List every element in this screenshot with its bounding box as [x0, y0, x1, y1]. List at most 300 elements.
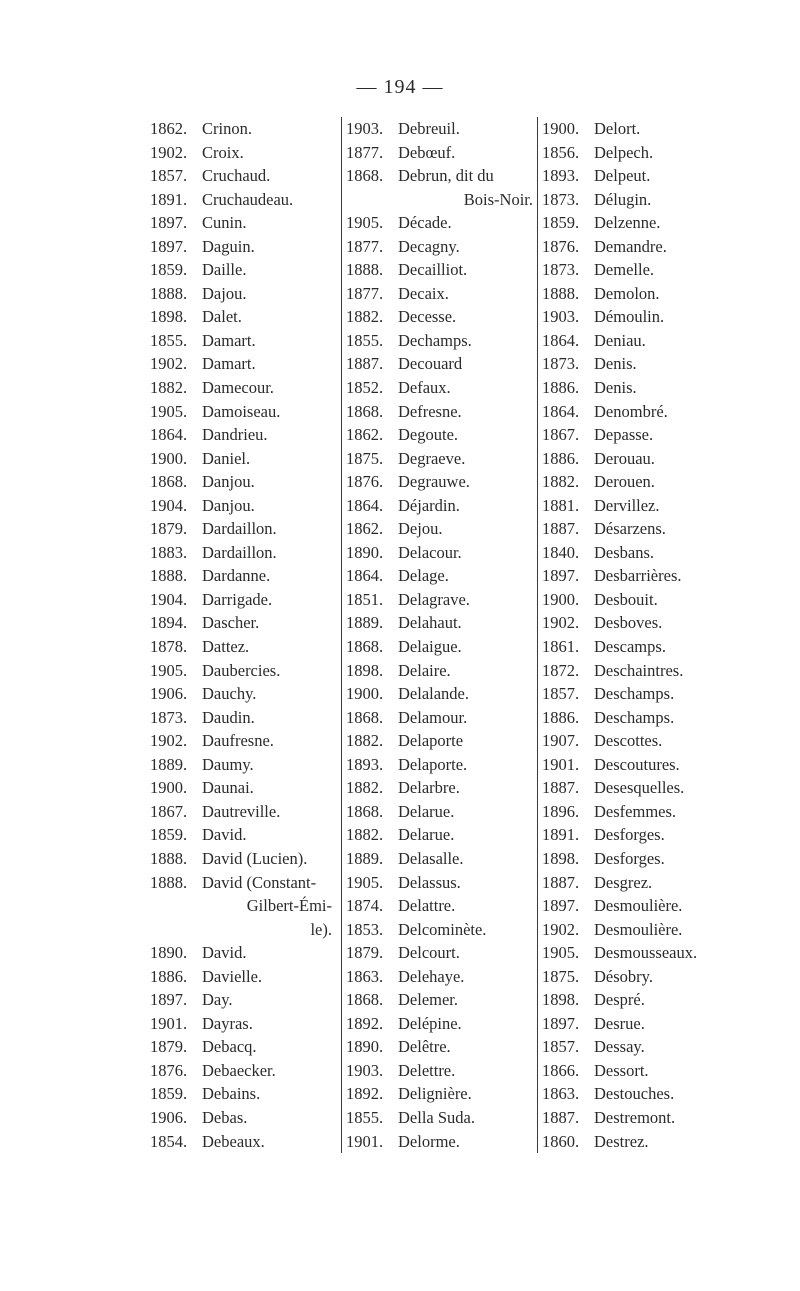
entry-year: 1887.: [542, 778, 580, 798]
entry-year: 1882.: [346, 307, 384, 327]
entry-name: [202, 141, 340, 165]
entry-year: 1864.: [542, 401, 580, 421]
list-entry: [346, 117, 541, 141]
entry-name-line: Daubercies.: [202, 660, 281, 680]
list-entry: [542, 1082, 742, 1106]
entry-year: 1862.: [346, 425, 384, 445]
entry-year: 1905.: [150, 401, 188, 421]
entry-year: 1900.: [150, 778, 188, 798]
entry-name-line: Delage.: [398, 566, 449, 586]
entry-name-line: Décade.: [398, 213, 452, 233]
list-entry: [542, 305, 742, 329]
entry-name-line: Déjardin.: [398, 495, 460, 515]
entry-year: 1863.: [542, 1084, 580, 1104]
list-entry: [346, 400, 541, 424]
entry-name: [594, 305, 742, 329]
list-entry: [346, 800, 541, 824]
entry-name-line: Delignière.: [398, 1084, 472, 1104]
list-entry: [150, 1082, 340, 1106]
entry-year: 1888.: [150, 872, 188, 892]
entry-name-line: Desmousseaux.: [594, 943, 698, 963]
entry-year: 1897.: [542, 896, 580, 916]
entry-name: [594, 1059, 742, 1083]
entry-year: 1893.: [346, 754, 384, 774]
entry-name-line: Decaix.: [398, 283, 449, 303]
entry-year: 1876.: [542, 236, 580, 256]
list-entry: [346, 729, 541, 753]
entry-year: 1868.: [346, 707, 384, 727]
list-entry: [542, 871, 742, 895]
entry-year: 1903.: [346, 119, 384, 138]
entry-name: [398, 894, 541, 918]
entry-name-line: Desmoulière.: [594, 919, 683, 939]
entry-name: [594, 1130, 742, 1154]
list-entry: [346, 541, 541, 565]
list-entry: [346, 282, 541, 306]
entry-year: 1888.: [150, 848, 188, 868]
entry-name-line: Delzenne.: [594, 213, 661, 233]
entry-name: [202, 941, 340, 965]
list-entry: [542, 117, 742, 141]
entry-year: 1902.: [542, 613, 580, 633]
entry-year: 1873.: [542, 189, 580, 209]
list-entry: [346, 988, 541, 1012]
entry-name: [594, 823, 742, 847]
list-entry: [346, 941, 541, 965]
entry-name-line: Delamour.: [398, 707, 468, 727]
entry-name-line: Deniau.: [594, 330, 646, 350]
entry-name-line: Debreuil.: [398, 119, 460, 138]
entry-name-line: Démoulin.: [594, 307, 665, 327]
entry-year: 1891.: [542, 825, 580, 845]
list-entry: [150, 776, 340, 800]
entry-year: 1855.: [150, 330, 188, 350]
entry-year: 1905.: [346, 213, 384, 233]
entry-name: [202, 659, 340, 683]
entry-name-line: Delaire.: [398, 660, 451, 680]
entry-year: 1890.: [150, 943, 188, 963]
list-entry: [542, 235, 742, 259]
entry-name-line: Daufresne.: [202, 731, 274, 751]
list-entry: [346, 376, 541, 400]
entry-name: [594, 400, 742, 424]
entry-year: 1864.: [542, 330, 580, 350]
entry-name-line: Debas.: [202, 1107, 248, 1127]
entry-year: 1903.: [542, 307, 580, 327]
entry-name-line: Daumy.: [202, 754, 254, 774]
column-2: [341, 117, 541, 1153]
entry-name-line: David.: [202, 943, 247, 963]
entry-year: 1900.: [150, 448, 188, 468]
entry-year: 1860.: [542, 1131, 580, 1151]
list-entry: [346, 871, 541, 895]
entry-name: [398, 235, 541, 259]
list-entry: [346, 823, 541, 847]
list-entry: [150, 352, 340, 376]
entry-year: 1883.: [150, 542, 188, 562]
list-entry: [150, 517, 340, 541]
entry-year: 1901.: [346, 1131, 384, 1151]
entry-year: 1882.: [346, 825, 384, 845]
entry-name: [202, 423, 340, 447]
list-entry: [150, 871, 340, 942]
list-entry: [346, 635, 541, 659]
list-entry: [542, 211, 742, 235]
list-entry: [150, 729, 340, 753]
list-entry: [542, 941, 742, 965]
entry-year: 1881.: [542, 495, 580, 515]
entry-name: [594, 847, 742, 871]
entry-name-line: Dandrieu.: [202, 425, 268, 445]
list-entry: [542, 494, 742, 518]
entry-year: 1852.: [346, 378, 384, 398]
entry-name: [594, 329, 742, 353]
list-entry: [542, 564, 742, 588]
entry-name: [398, 1035, 541, 1059]
entry-year: 1897.: [150, 236, 188, 256]
entry-name-line: Delagrave.: [398, 589, 470, 609]
list-entry: [542, 611, 742, 635]
entry-name-line: Dardaillon.: [202, 542, 277, 562]
entry-year: 1873.: [542, 354, 580, 374]
entry-name: [594, 800, 742, 824]
entry-name-line: Delaporte: [398, 731, 464, 751]
entry-year: 1886.: [150, 966, 188, 986]
entry-name-line: Deschaintres.: [594, 660, 684, 680]
entry-year: 1859.: [150, 825, 188, 845]
entry-year: 1874.: [346, 896, 384, 916]
list-entry: [542, 376, 742, 400]
list-entry: [346, 447, 541, 471]
list-entry: [150, 659, 340, 683]
entry-name: [202, 965, 340, 989]
entry-name: [398, 564, 541, 588]
entry-name-line: Daunai.: [202, 778, 254, 798]
entry-name-line: Deschamps.: [594, 684, 675, 704]
entry-name-line: Cunin.: [202, 213, 247, 233]
entry-name-line: Desmoulière.: [594, 896, 683, 916]
entry-year: 1886.: [542, 707, 580, 727]
entry-name-line: Daniel.: [202, 448, 251, 468]
list-entry: [542, 470, 742, 494]
entry-name: [594, 776, 742, 800]
list-entry: [542, 635, 742, 659]
entry-name-line: Danjou.: [202, 495, 255, 515]
entry-name: [398, 1012, 541, 1036]
entry-name: [202, 258, 340, 282]
entry-name: [398, 494, 541, 518]
entry-name-line: Crinon.: [202, 119, 252, 138]
entry-name-line: Delcourt.: [398, 943, 460, 963]
entry-name: [398, 376, 541, 400]
list-entry: [542, 776, 742, 800]
entry-name: [202, 988, 340, 1012]
entry-year: 1868.: [346, 990, 384, 1010]
entry-year: 1907.: [542, 731, 580, 751]
entry-name-line: Denis.: [594, 354, 637, 374]
entry-year: 1879.: [150, 519, 188, 539]
entry-year: 1903.: [346, 1060, 384, 1080]
entry-year: 1897.: [150, 213, 188, 233]
list-entry: [542, 894, 742, 918]
entry-year: 1890.: [346, 1037, 384, 1057]
entry-name: [398, 117, 541, 141]
entry-name-line: Dardanne.: [202, 566, 271, 586]
entry-year: 1864.: [150, 425, 188, 445]
entry-year: 1902.: [150, 731, 188, 751]
entry-name: [398, 847, 541, 871]
list-entry: [150, 329, 340, 353]
entry-name: [594, 517, 742, 541]
entry-name-line: Day.: [202, 990, 233, 1010]
entry-name-line: Dardaillon.: [202, 519, 277, 539]
entry-name-line: David (Constant-: [202, 872, 317, 892]
entry-year: 1864.: [346, 495, 384, 515]
entry-name-line: Desforges.: [594, 825, 665, 845]
entry-name-line: Defaux.: [398, 378, 451, 398]
entry-name-line: Delpech.: [594, 142, 654, 162]
entry-year: 1853.: [346, 919, 384, 939]
entry-name-line: Delattre.: [398, 896, 456, 916]
entry-name-line: Damart.: [202, 354, 256, 374]
entry-name-line: Debaecker.: [202, 1060, 276, 1080]
entry-name: [398, 941, 541, 965]
entry-name: [398, 823, 541, 847]
entry-year: 1879.: [150, 1037, 188, 1057]
entry-name-line: Depasse.: [594, 425, 654, 445]
entry-year: 1855.: [346, 1107, 384, 1127]
entry-name-line: Decouard: [398, 354, 463, 374]
list-entry: [542, 282, 742, 306]
entry-name-line: Daudin.: [202, 707, 255, 727]
entry-name: [202, 800, 340, 824]
entry-year: 1904.: [150, 589, 188, 609]
entry-name-continuation: le).: [310, 919, 332, 939]
entry-year: 1876.: [346, 472, 384, 492]
entry-name: [202, 117, 340, 141]
entry-year: 1877.: [346, 283, 384, 303]
list-entry: [150, 965, 340, 989]
entry-name-line: Delalande.: [398, 684, 470, 704]
entry-year: 1862.: [150, 119, 188, 138]
entry-name: [594, 635, 742, 659]
entry-year: 1902.: [542, 919, 580, 939]
entry-name: [202, 706, 340, 730]
entry-year: 1868.: [346, 401, 384, 421]
entry-name: [594, 117, 742, 141]
entry-year: 1890.: [346, 542, 384, 562]
entry-year: 1877.: [346, 142, 384, 162]
entry-name-line: Desboves.: [594, 613, 663, 633]
entry-name: [398, 588, 541, 612]
list-entry: [542, 988, 742, 1012]
entry-name: [202, 329, 340, 353]
list-entry: [346, 918, 541, 942]
entry-year: 1882.: [150, 378, 188, 398]
entry-year: 1898.: [542, 848, 580, 868]
entry-name: [594, 611, 742, 635]
entry-year: 1898.: [150, 307, 188, 327]
entry-name-line: Desforges.: [594, 848, 665, 868]
entry-year: 1892.: [346, 1013, 384, 1033]
list-entry: [346, 847, 541, 871]
list-entry: [150, 423, 340, 447]
entry-name-line: Delahaut.: [398, 613, 462, 633]
entry-name: [202, 235, 340, 259]
entry-year: 1896.: [542, 801, 580, 821]
list-entry: [346, 164, 541, 211]
entry-year: 1902.: [150, 142, 188, 162]
entry-name: [398, 965, 541, 989]
entry-name: [202, 871, 340, 942]
list-entry: [346, 1082, 541, 1106]
entry-year: 1875.: [542, 966, 580, 986]
entry-name-line: Debrun, dit du: [398, 166, 494, 186]
list-entry: [150, 823, 340, 847]
list-entry: [346, 965, 541, 989]
entry-name: [202, 1082, 340, 1106]
entry-name-line: Debains.: [202, 1084, 261, 1104]
entry-year: 1857.: [542, 684, 580, 704]
entry-name-line: Derouau.: [594, 448, 655, 468]
entry-name: [202, 588, 340, 612]
list-entry: [150, 588, 340, 612]
entry-name-line: Delehaye.: [398, 966, 465, 986]
entry-name-line: David.: [202, 825, 247, 845]
entry-name: [594, 965, 742, 989]
entry-name: [202, 1035, 340, 1059]
entry-name: [202, 611, 340, 635]
entry-name-line: Dejou.: [398, 519, 443, 539]
entry-year: 1897.: [542, 1013, 580, 1033]
list-entry: [346, 423, 541, 447]
entry-name-line: Delettre.: [398, 1060, 456, 1080]
entry-name-line: Denis.: [594, 378, 637, 398]
entry-name-line: Delaporte.: [398, 754, 468, 774]
entry-name: [594, 918, 742, 942]
list-entry: [150, 164, 340, 188]
entry-name-line: Derouen.: [594, 472, 655, 492]
entry-name-line: Delort.: [594, 119, 641, 138]
entry-year: 1898.: [542, 990, 580, 1010]
entry-name-line: Damart.: [202, 330, 256, 350]
entry-year: 1887.: [346, 354, 384, 374]
entry-name: [398, 305, 541, 329]
entry-name: [594, 352, 742, 376]
entry-name-line: Degrauwe.: [398, 472, 470, 492]
entry-name: [202, 753, 340, 777]
list-entry: [150, 188, 340, 212]
entry-year: 1862.: [346, 519, 384, 539]
entry-name: [202, 776, 340, 800]
list-entry: [346, 258, 541, 282]
entry-name-line: Croix.: [202, 142, 244, 162]
entry-name: [398, 659, 541, 683]
list-entry: [346, 141, 541, 165]
list-entry: [150, 1106, 340, 1130]
entry-name-line: Demelle.: [594, 260, 655, 280]
entry-name: [594, 423, 742, 447]
list-entry: [150, 494, 340, 518]
entry-year: 1876.: [150, 1060, 188, 1080]
entry-name: [398, 1106, 541, 1130]
entry-name-line: Dautreville.: [202, 801, 281, 821]
entry-name: [594, 871, 742, 895]
entry-name-line: Délugin.: [594, 189, 652, 209]
entry-year: 1886.: [542, 378, 580, 398]
entry-name: [594, 1012, 742, 1036]
entry-year: 1875.: [346, 448, 384, 468]
entry-year: 1904.: [150, 495, 188, 515]
list-entry: [542, 965, 742, 989]
entry-year: 1894.: [150, 613, 188, 633]
entry-year: 1882.: [346, 731, 384, 751]
list-entry: [150, 1035, 340, 1059]
entry-name: [202, 635, 340, 659]
list-entry: [150, 635, 340, 659]
entry-name: [594, 682, 742, 706]
entry-name: [594, 659, 742, 683]
entry-name-line: Delarbre.: [398, 778, 460, 798]
entry-name: [398, 682, 541, 706]
entry-name: [398, 753, 541, 777]
entry-name: [398, 258, 541, 282]
list-entry: [346, 235, 541, 259]
entry-name-line: Descamps.: [594, 637, 666, 657]
entry-year: 1840.: [542, 542, 580, 562]
list-entry: [150, 988, 340, 1012]
entry-year: 1855.: [346, 330, 384, 350]
list-entry: [346, 1059, 541, 1083]
entry-name: [398, 329, 541, 353]
entry-name: [398, 164, 541, 211]
entry-name-line: Delaigue.: [398, 637, 462, 657]
entry-name-line: Daguin.: [202, 236, 255, 256]
list-entry: [542, 423, 742, 447]
entry-year: 1859.: [150, 260, 188, 280]
entry-name-line: Desfemmes.: [594, 801, 677, 821]
list-entry: [346, 329, 541, 353]
entry-year: 1888.: [150, 283, 188, 303]
list-entry: [542, 329, 742, 353]
entry-name: [202, 541, 340, 565]
entry-name: [594, 282, 742, 306]
entry-name-line: Dervillez.: [594, 495, 660, 515]
list-entry: [346, 352, 541, 376]
list-entry: [346, 682, 541, 706]
entry-name: [398, 541, 541, 565]
list-entry: [542, 1012, 742, 1036]
entry-name-line: Degoute.: [398, 425, 459, 445]
entry-name-line: Debœuf.: [398, 142, 456, 162]
entry-name: [398, 988, 541, 1012]
list-entry: [150, 564, 340, 588]
entry-year: 1905.: [346, 872, 384, 892]
entry-year: 1887.: [542, 872, 580, 892]
list-entry: [150, 611, 340, 635]
list-entry: [542, 706, 742, 730]
entry-name-line: Desbarrières.: [594, 566, 682, 586]
entry-name-line: Degraeve.: [398, 448, 466, 468]
entry-year: 1868.: [346, 166, 384, 186]
entry-year: 1882.: [346, 778, 384, 798]
entry-name: [594, 729, 742, 753]
entry-name: [202, 494, 340, 518]
entry-name-line: Demandre.: [594, 236, 667, 256]
entry-name: [398, 447, 541, 471]
column-1: [150, 117, 340, 1153]
entry-year: 1861.: [542, 637, 580, 657]
